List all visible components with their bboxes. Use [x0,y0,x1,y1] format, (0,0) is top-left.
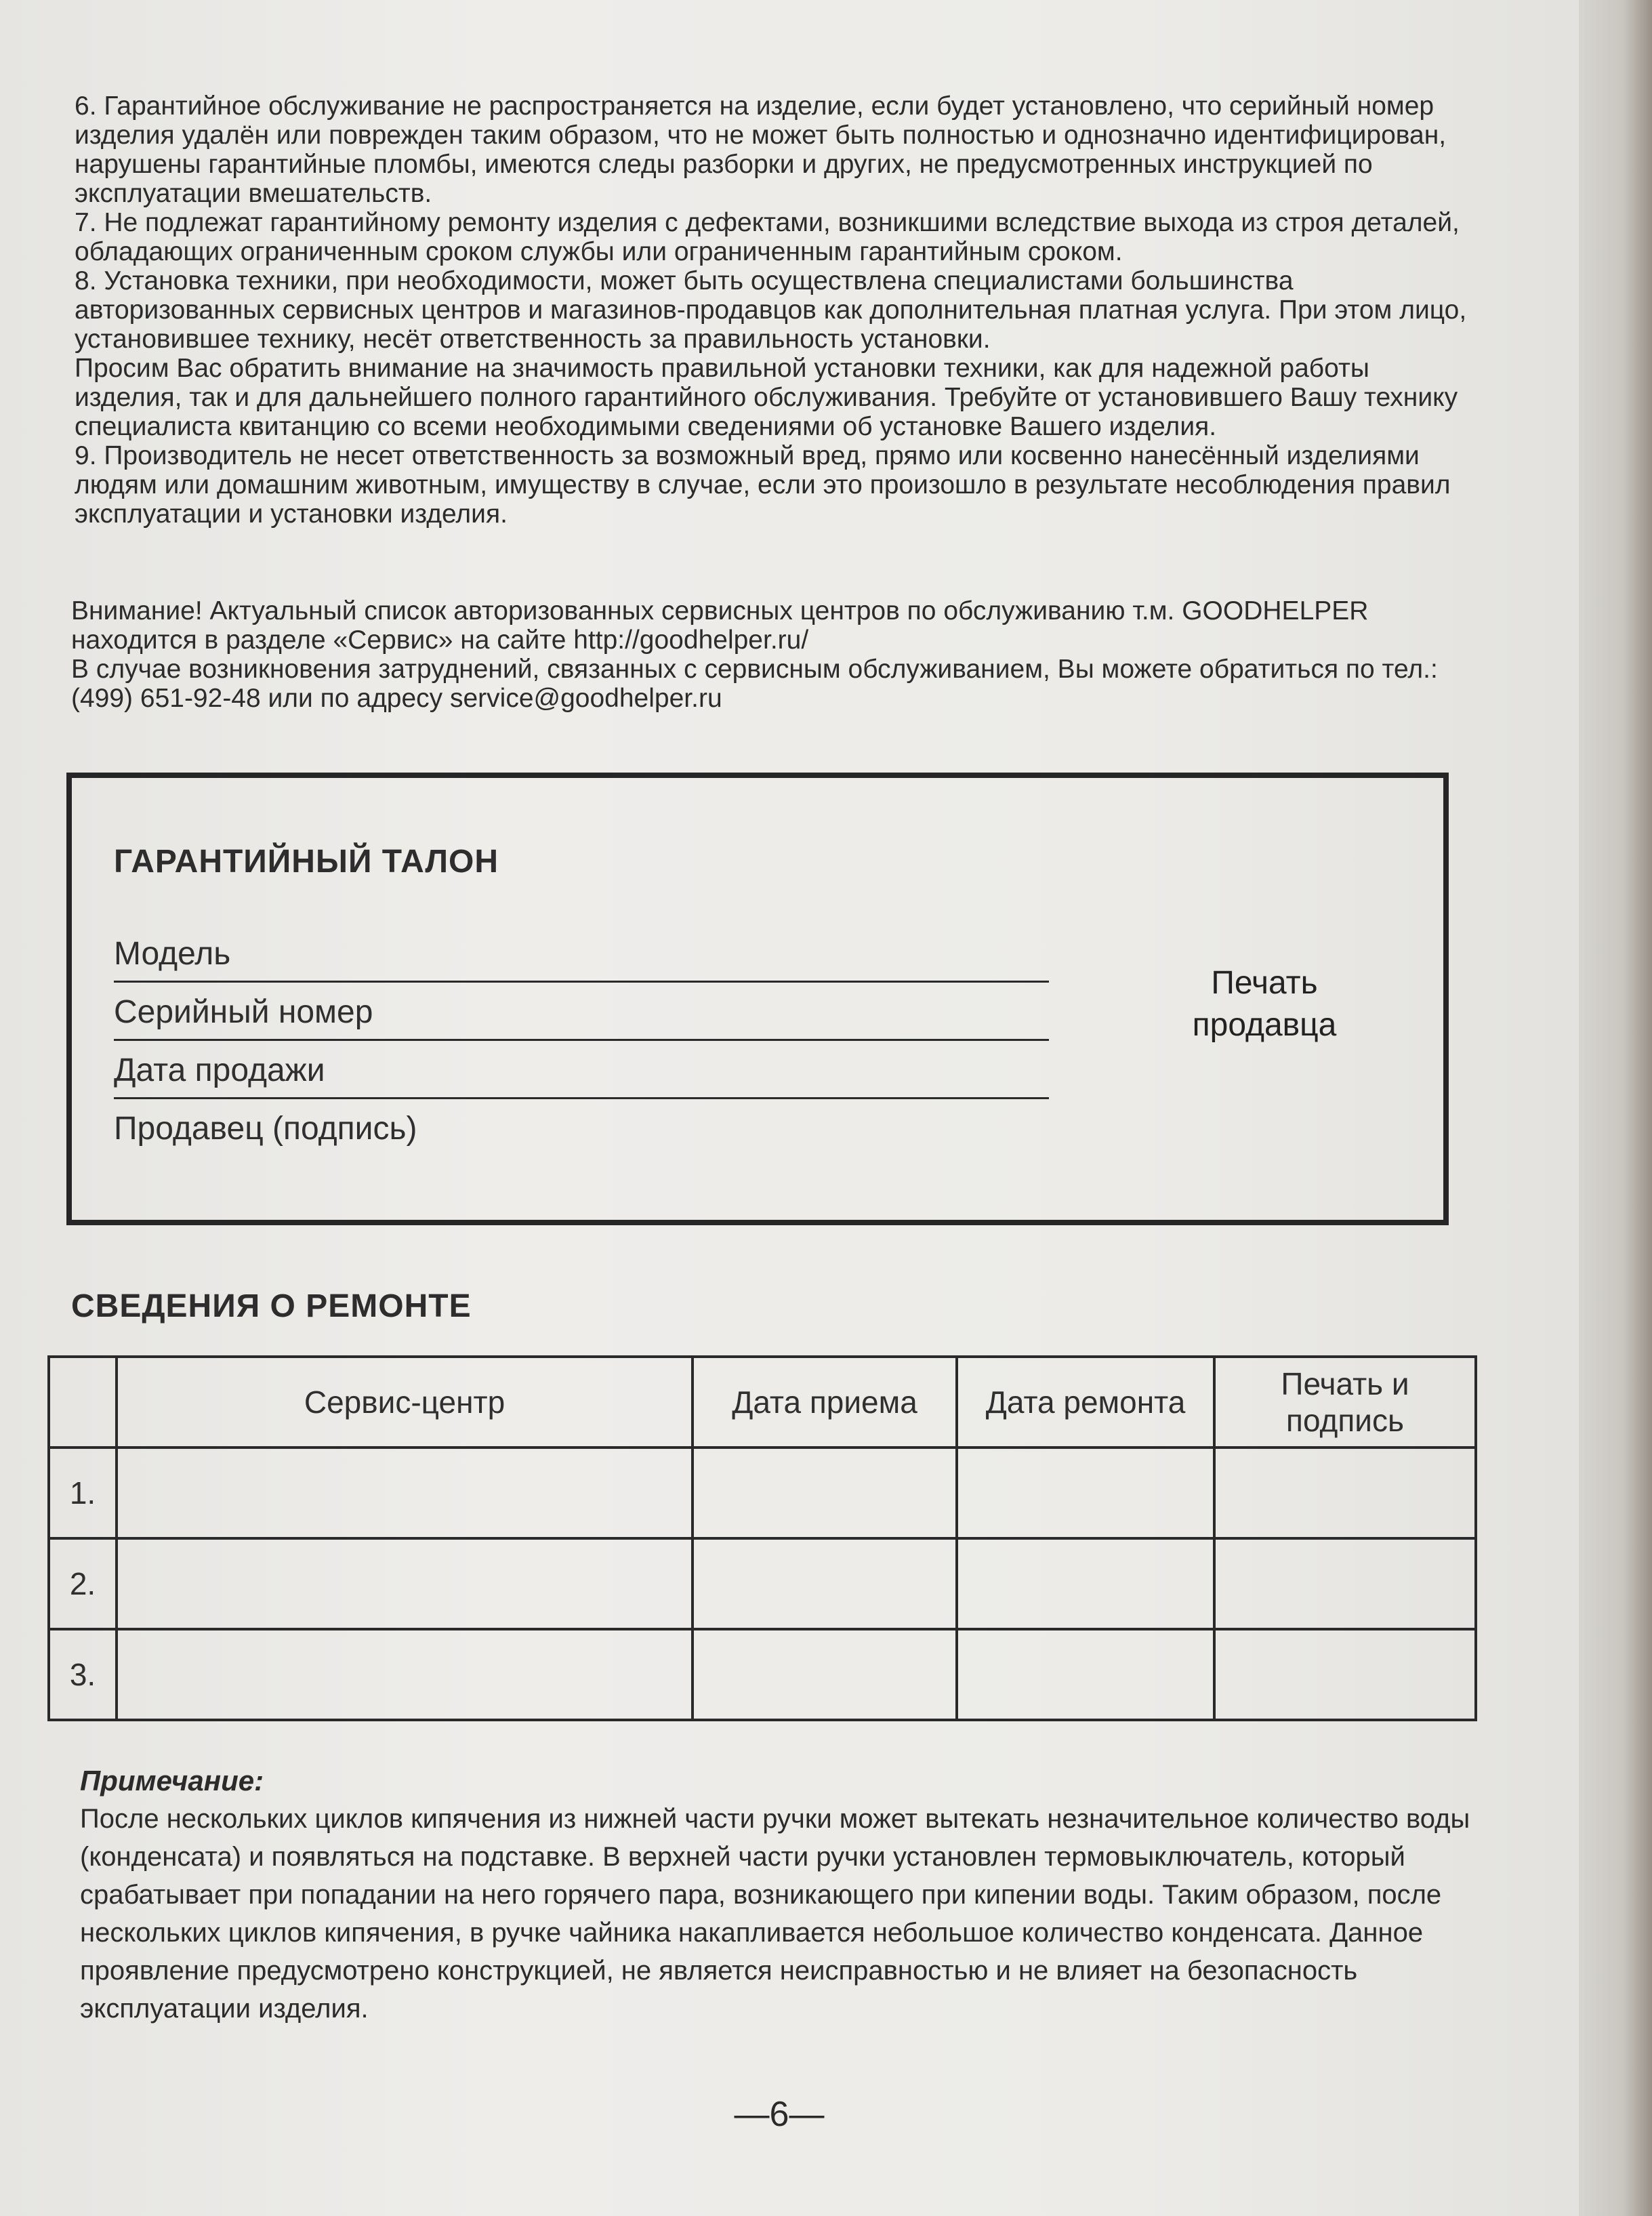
stamp-signature-cell [1214,1448,1476,1538]
row-number: 2. [49,1538,117,1629]
stamp-signature-cell [1214,1538,1476,1629]
header-number-cell [49,1357,117,1448]
receipt-date-cell [693,1629,957,1720]
header-receipt-date: Дата приема [693,1357,957,1448]
table-row [49,1538,1476,1629]
service-center-cell [117,1448,693,1538]
service-notice [71,596,1481,713]
repair-date-cell [957,1629,1214,1720]
repair-table [47,1355,1477,1721]
repair-section-title: СВЕДЕНИЯ О РЕМОНТЕ [71,1288,472,1324]
warranty-terms [75,91,1484,529]
term-8-continued: Просим Вас обратить внимание на значимость правильной установки техники, как для надежной работы изделия, так и для дальнейшего полного гарантийного обслуживания. Требуйте от установившего Вашу технику специалиста квитанцию со всеми необходимыми сведениями об установке Вашего изделия. [75,354,1458,441]
stamp-signature-cell [1214,1629,1476,1720]
next-page-edge [1579,0,1652,2216]
header-repair-date: Дата ремонта [957,1357,1214,1448]
repair-date-cell [957,1538,1214,1629]
term-7: 7. Не подлежат гарантийному ремонту изделия с дефектами, возникшими вследствие выхода из строя деталей, обладающих ограниченным сроком службы или ограниченным гарантийным сроком. [75,208,1460,266]
header-stamp-signature: Печать и подпись [1214,1357,1476,1448]
row-number: 1. [49,1448,117,1538]
warranty-card-title: ГАРАНТИЙНЫЙ ТАЛОН [114,844,499,880]
table-row [49,1448,1476,1538]
seller-signature-field: Продавец (подпись) [114,1111,417,1147]
term-8: 8. Установка техники, при необходимости, может быть осуществлена специалистами большинства авторизованных сервисных центров и магазинов-продавцов как дополнительная платная услуга. При этом лицо, установившее технику, несёт ответственность за правильность установки. [75,266,1467,354]
service-center-cell [117,1629,693,1720]
notice-line-1: Внимание! Актуальный список авторизованных сервисных центров по обслуживанию т.м. GOODHELPER находится в разделе «Сервис» на сайте http://goodhelper.ru/ [71,596,1369,655]
term-6: 6. Гарантийное обслуживание не распространяется на изделие, если будет установлено, что серийный номер изделия удалён или поврежден таким образом, что не может быть полностью и однозначно идентифицирован, нарушены гарантийные пломбы, имеются следы разборки и других, не предусмотренных инструкцией по эксплуатации вмешательств. [75,91,1447,208]
repair-date-cell [957,1448,1214,1538]
table-row [49,1629,1476,1720]
model-field: Модель [114,935,1049,983]
receipt-date-cell [693,1538,957,1629]
note-title: Примечание: [80,1765,264,1797]
note-text: После нескольких циклов кипячения из нижней части ручки может вытекать незначительное количество воды (конденсата) и появляться на подставке. В верхней части ручки установлен термовыключатель, который срабатывает при попадании на него горячего пара, возникающего при кипении воды. Таким образом, после нескольких циклов кипячения, в ручке чайника накапливается небольшое количество конденсата. Данное проявление предусмотрено конструкцией, не является неисправностью и не влияет на безопасность эксплуатации изделия. [80,1804,1470,2024]
warranty-card [66,773,1449,1225]
serial-number-field: Серийный номер [114,993,1049,1041]
sale-date-field: Дата продажи [114,1052,1049,1099]
row-number: 3. [49,1629,117,1720]
note-section [80,1762,1489,2028]
repair-table-header [49,1357,1476,1448]
seller-stamp-area [1122,962,1407,1046]
header-service-center: Сервис-центр [117,1357,693,1448]
stamp-label-line-2: продавца [1192,1007,1337,1043]
stamp-label-line-1: Печать [1211,965,1318,1001]
term-9: 9. Производитель не несет ответственность за возможный вред, прямо или косвенно нанесённый изделиями людям или домашним животным, имуществу в случае, если это произошло в результате несоблюдения правил эксплуатации и установки изделия. [75,441,1451,529]
receipt-date-cell [693,1448,957,1538]
service-center-cell [117,1538,693,1629]
page-number: —6— [734,2095,825,2134]
notice-line-2: В случае возникновения затруднений, связанных с сервисным обслуживанием, Вы можете обратиться по тел.: (499) 651-92-48 или по адресу service@goodhelper.ru [71,655,1438,713]
